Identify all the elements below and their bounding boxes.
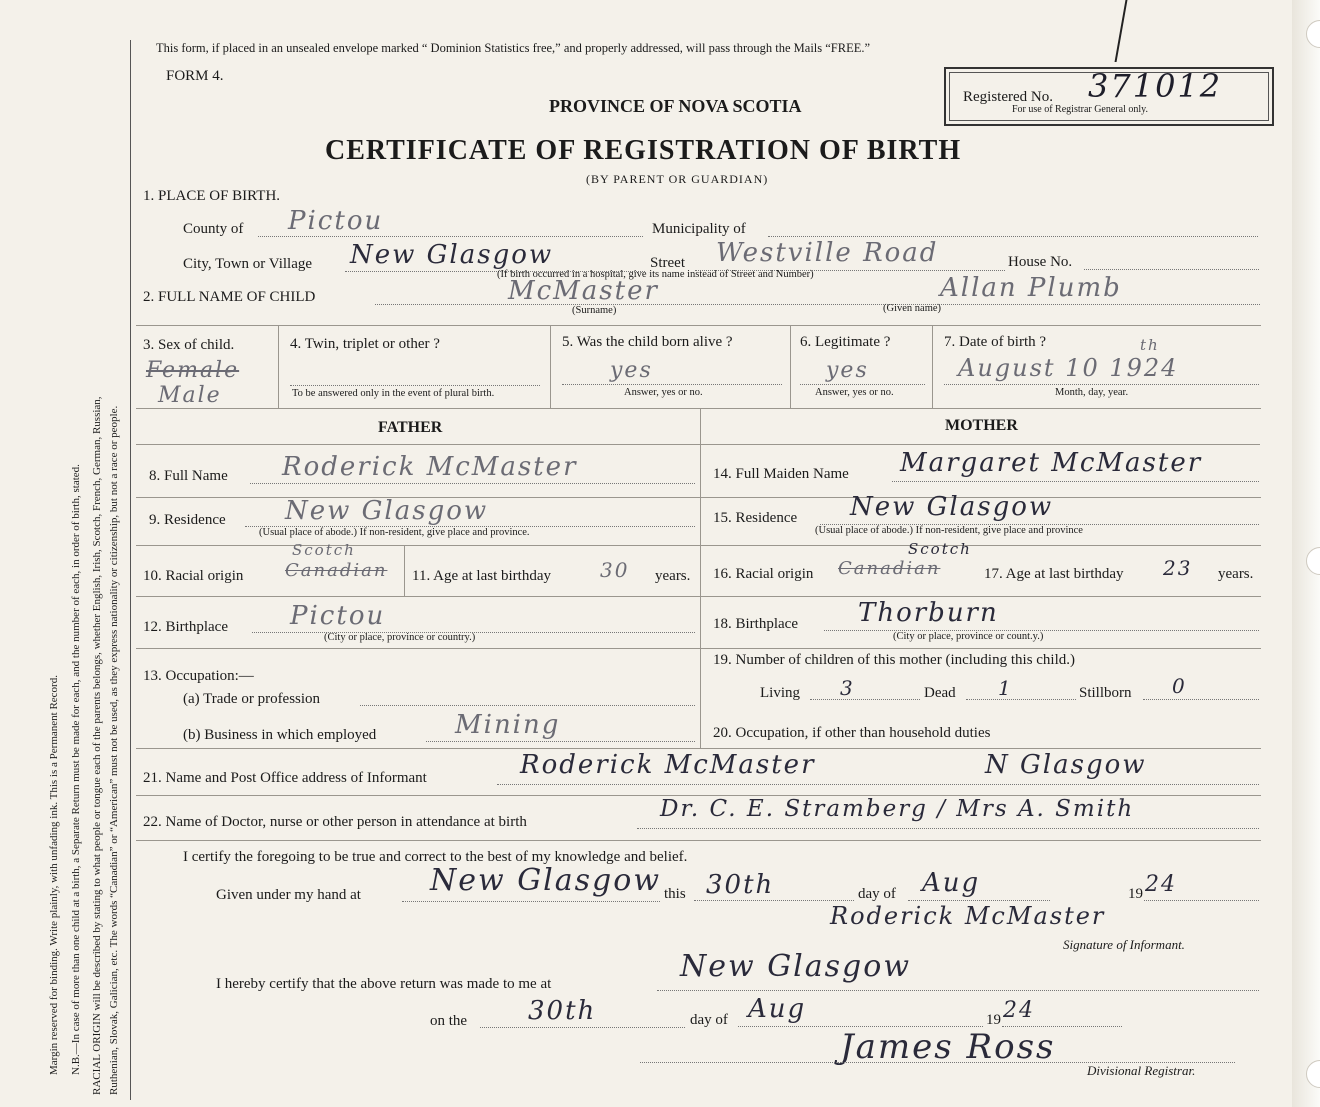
dob-line xyxy=(944,384,1259,385)
year-value: 24 xyxy=(1145,872,1177,897)
father-name-value: Roderick McMaster xyxy=(282,452,578,482)
mother-name-value: Margaret McMaster xyxy=(900,448,1203,478)
mother-birthplace-label: 18. Birthplace xyxy=(713,616,798,632)
rule xyxy=(136,444,700,445)
rule xyxy=(136,325,1261,326)
father-birthplace-value: Pictou xyxy=(290,601,386,631)
father-residence-note: (Usual place of abode.) If non-resident, give place and province. xyxy=(259,527,530,538)
dead-value: 1 xyxy=(998,676,1013,700)
stillborn-line xyxy=(1143,699,1259,700)
mother-occupation-label: 20. Occupation, if other than household duties xyxy=(713,725,991,741)
father-name-line xyxy=(250,483,695,484)
reg-day-line xyxy=(480,1027,685,1028)
father-trade-line xyxy=(360,705,695,706)
registrar-place-value: New Glasgow xyxy=(680,949,912,984)
this-day-value: 30th xyxy=(706,870,775,900)
doctor-label: 22. Name of Doctor, nurse or other person in attendance at birth xyxy=(143,814,527,830)
province-heading: PROVINCE OF NOVA SCOTIA xyxy=(549,96,802,116)
mother-children-label: 19. Number of children of this mother (including this child.) xyxy=(713,652,1076,668)
living-value: 3 xyxy=(840,676,855,700)
father-age-label: 11. Age at last birthday xyxy=(412,568,551,584)
father-years: years. xyxy=(655,568,691,584)
county-line xyxy=(258,236,643,237)
mother-racial-value: Scotch xyxy=(908,540,972,558)
city-label: City, Town or Village xyxy=(183,256,313,272)
rule xyxy=(136,748,1261,749)
given-place-value: New Glasgow xyxy=(430,863,662,898)
sex-value: Male xyxy=(158,383,222,408)
living-line xyxy=(810,699,920,700)
rule xyxy=(790,325,791,408)
city-value: New Glasgow xyxy=(350,240,554,270)
certify-text: I certify the foregoing to be true and correct to the best of my knowledge and belief. xyxy=(183,849,688,865)
surname-note: (Surname) xyxy=(572,305,617,316)
twin-line xyxy=(290,385,540,386)
sex-label: 3. Sex of child. xyxy=(143,337,235,353)
child-name-label: 2. FULL NAME OF CHILD xyxy=(143,289,316,305)
rule xyxy=(700,444,1260,445)
racial-origin-note-2: Ruthenian, Slovak, Galician, etc. The words “Canadian” or “American” must not be used, as they express nationality or citizenship, but not a race or people. xyxy=(108,405,120,1095)
house-label: House No. xyxy=(1008,254,1073,270)
child-surname: McMaster xyxy=(508,276,659,306)
dob-label: 7. Date of birth ? xyxy=(944,334,1047,350)
father-name-label: 8. Full Name xyxy=(149,468,228,484)
registered-label: Registered No. xyxy=(963,89,1053,105)
hospital-note: (If birth occurred in a hospital, give its name instead of Street and Number) xyxy=(497,269,814,280)
dob-value: August 10 1924 xyxy=(958,354,1179,382)
rule xyxy=(404,545,405,596)
stillborn-label: Stillborn xyxy=(1079,685,1132,701)
day-of-label: day of xyxy=(858,886,896,902)
sex-struck: Female xyxy=(146,358,240,383)
informant-name: Roderick McMaster xyxy=(520,750,816,780)
father-birthplace-label: 12. Birthplace xyxy=(143,619,228,635)
doctor-line xyxy=(637,828,1259,829)
given-label: Given under my hand at xyxy=(216,887,361,903)
racial-origin-note-1: RACIAL ORIGIN will be described by stating to what people or tongue each of the parents belongs, whether English, Irish, Scotch, French, German, Russian, xyxy=(91,396,103,1095)
dob-note: Month, day, year. xyxy=(1055,387,1129,398)
municipality-label: Municipality of xyxy=(652,221,746,237)
center-rule xyxy=(700,408,701,748)
dob-suffix: th xyxy=(1140,336,1160,354)
registered-number: 371012 xyxy=(1088,67,1223,105)
reg-year-prefix: 19 xyxy=(986,1012,1001,1028)
this-label: this xyxy=(664,886,686,902)
living-label: Living xyxy=(760,685,800,701)
father-occupation-label: 13. Occupation:— xyxy=(143,668,254,684)
father-age-value: 30 xyxy=(600,558,630,582)
reg-month-value: Aug xyxy=(748,994,807,1024)
mother-name-label: 14. Full Maiden Name xyxy=(713,466,849,482)
month-value: Aug xyxy=(922,868,981,898)
doctor-value: Dr. C. E. Stramberg / Mrs A. Smith xyxy=(660,796,1135,822)
father-racial-label: 10. Racial origin xyxy=(143,568,244,584)
reg-year-value: 24 xyxy=(1003,998,1035,1023)
legitimate-line xyxy=(800,384,925,385)
mother-residence-note: (Usual place of abode.) If non-resident, give place and province xyxy=(815,525,1083,536)
mother-residence-value: New Glasgow xyxy=(850,492,1054,522)
binding-note: Margin reserved for binding. Write plainly, with unfading ink. This is a Permanent Record. xyxy=(48,675,60,1075)
municipality-line xyxy=(768,236,1258,237)
father-heading: FATHER xyxy=(378,419,443,436)
alive-note: Answer, yes or no. xyxy=(624,387,703,398)
father-birthplace-note: (City or place, province or country.) xyxy=(324,632,476,643)
mother-years: years. xyxy=(1218,566,1254,582)
mother-heading: MOTHER xyxy=(945,417,1018,434)
registrar-label: Divisional Registrar. xyxy=(1087,1063,1196,1078)
certificate-title: CERTIFICATE OF REGISTRATION OF BIRTH xyxy=(325,135,962,166)
stillborn-value: 0 xyxy=(1172,674,1187,698)
this-line xyxy=(694,900,854,901)
signature-label: Signature of Informant. xyxy=(1063,937,1185,952)
dead-label: Dead xyxy=(924,685,956,701)
reg-day-of-label: day of xyxy=(690,1012,728,1028)
rule xyxy=(550,325,551,408)
father-residence-label: 9. Residence xyxy=(149,512,226,528)
rule xyxy=(932,325,933,408)
informant-label: 21. Name and Post Office address of Informant xyxy=(143,770,427,786)
registrar-place-line xyxy=(657,990,1259,991)
father-business-line xyxy=(426,741,695,742)
mother-racial-label: 16. Racial origin xyxy=(713,566,814,582)
street-label: Street xyxy=(650,255,685,271)
given-name-note: (Given name) xyxy=(883,303,942,314)
mother-name-line xyxy=(892,481,1259,482)
margin-line xyxy=(130,40,131,1100)
father-racial-value: Scotch xyxy=(292,541,356,559)
house-line xyxy=(1084,269,1259,270)
plural-birth-note: N.B.—In case of more than one child at a birth, a Separate Return must be made for each, and the number of each, in order of birth, stated. xyxy=(70,464,82,1075)
father-business-value: Mining xyxy=(455,710,561,740)
mother-racial-struck: Canadian xyxy=(838,558,941,579)
county-label: County of xyxy=(183,221,244,237)
alive-line xyxy=(562,384,782,385)
legitimate-label: 6. Legitimate ? xyxy=(800,334,891,350)
rule xyxy=(136,840,1261,841)
rule xyxy=(278,325,279,408)
mother-birthplace-note: (City or place, province or count.y.) xyxy=(893,631,1044,642)
postal-notice: This form, if placed in an unsealed envelope marked “ Dominion Statistics free,” and properly addressed, will pass through the Mails “FREE.” xyxy=(156,41,871,55)
street-value: Westville Road xyxy=(716,238,939,268)
alive-label: 5. Was the child born alive ? xyxy=(562,334,733,350)
mother-birthplace-value: Thorburn xyxy=(858,598,999,628)
twin-label: 4. Twin, triplet or other ? xyxy=(290,336,440,352)
mother-residence-label: 15. Residence xyxy=(713,510,798,526)
father-trade-label: (a) Trade or profession xyxy=(183,691,321,707)
given-place-line xyxy=(402,901,660,902)
registered-note: For use of Registrar General only. xyxy=(1012,104,1148,115)
month-line xyxy=(908,900,1050,901)
informant-line xyxy=(497,784,1259,785)
informant-signature: Roderick McMaster xyxy=(830,902,1106,930)
dead-line xyxy=(966,699,1076,700)
rule xyxy=(136,596,1261,597)
informant-address: N Glasgow xyxy=(985,750,1147,780)
twin-note: To be answered only in the event of plural birth. xyxy=(292,388,495,399)
mother-age-value: 23 xyxy=(1163,556,1193,580)
registrar-text: I hereby certify that the above return was made to me at xyxy=(216,976,552,992)
alive-value: yes xyxy=(610,358,653,383)
child-given-name: Allan Plumb xyxy=(940,273,1122,303)
mother-age-label: 17. Age at last birthday xyxy=(984,566,1124,582)
father-racial-struck: Canadian xyxy=(285,560,388,581)
form-number: FORM 4. xyxy=(166,68,224,84)
legitimate-value: yes xyxy=(826,358,869,383)
father-business-label: (b) Business in which employed xyxy=(183,727,377,743)
father-residence-value: New Glasgow xyxy=(285,496,489,526)
on-the-label: on the xyxy=(430,1013,468,1029)
legitimate-note: Answer, yes or no. xyxy=(815,387,894,398)
year-prefix: 19 xyxy=(1128,886,1143,902)
registrar-signature: James Ross xyxy=(840,1027,1056,1067)
place-of-birth-label: 1. PLACE OF BIRTH. xyxy=(143,188,281,204)
county-value: Pictou xyxy=(288,206,384,236)
rule xyxy=(136,408,1261,409)
rule xyxy=(136,648,1261,649)
certificate-subtitle: (BY PARENT OR GUARDIAN) xyxy=(586,172,769,186)
year-line xyxy=(1144,900,1259,901)
reg-day-value: 30th xyxy=(528,996,597,1026)
